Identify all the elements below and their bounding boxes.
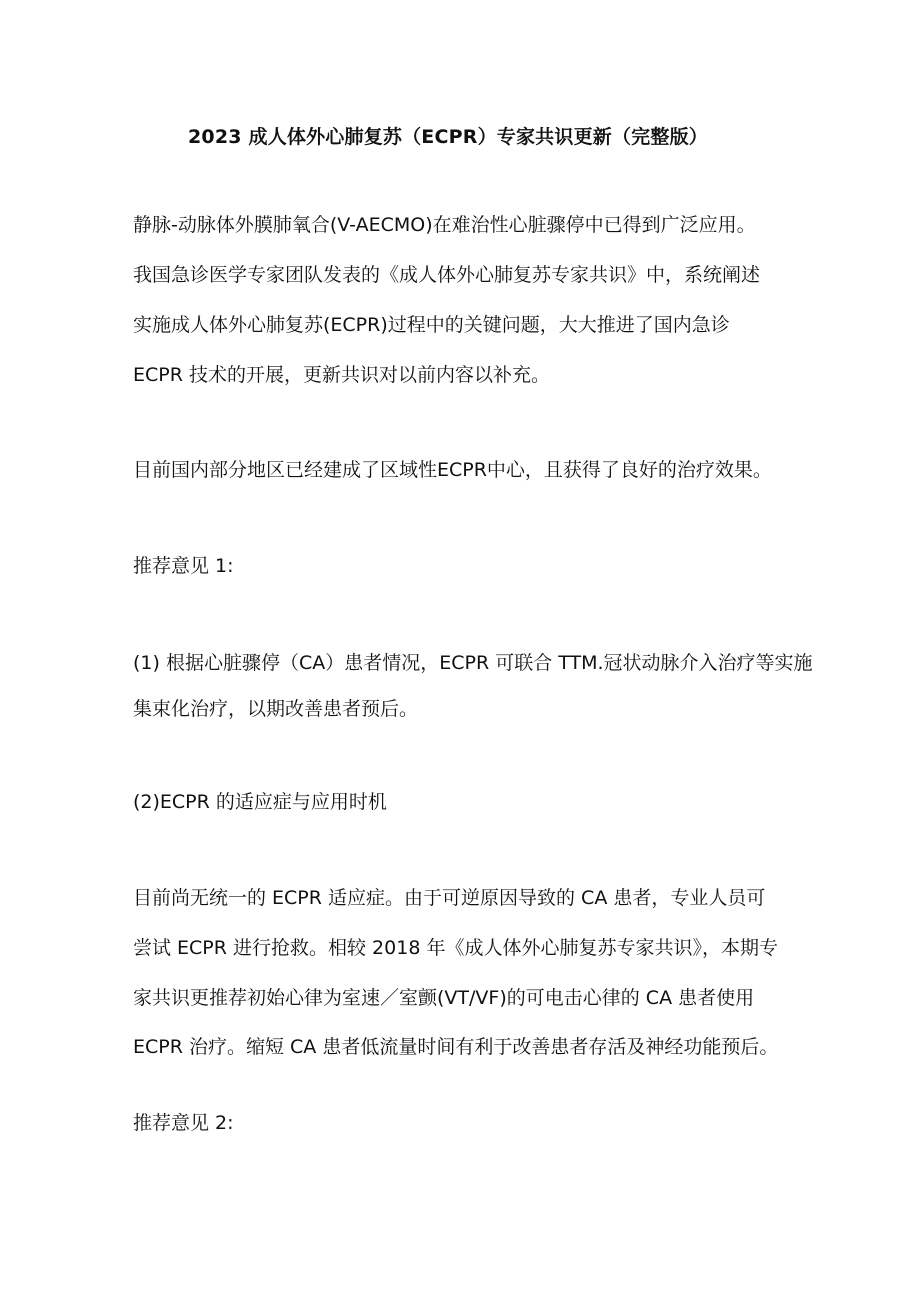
paragraph-3-line-1: 目前尚无统一的 ECPR 适应症。由于可逆原因导致的 CA 患者，专业人员可: [133, 887, 766, 909]
paragraph-1-line-3: 实施成人体外心肺复苏(ECPR)过程中的关键问题，大大推进了国内急诊: [133, 314, 730, 336]
recommendation-1-heading: 推荐意见 1:: [133, 555, 234, 577]
paragraph-1-line-1: 静脉-动脉体外膜肺氧合(V-AECMO)在难治性心脏骤停中已得到广泛应用。: [133, 214, 756, 236]
recommendation-1-line-2: 集束化治疗，以期改善患者预后。: [133, 698, 419, 720]
paragraph-2: 目前国内部分地区已经建成了区域性ECPR中心，且获得了良好的治疗效果。: [133, 459, 772, 481]
recommendation-1-line-1: (1) 根据心脏骤停（CA）患者情况，ECPR 可联合 TTM.冠状动脉介入治疗等实施: [133, 652, 813, 674]
subheading-2: (2)ECPR 的适应症与应用时机: [133, 791, 387, 813]
paragraph-3-line-2: 尝试 ECPR 进行抢救。相较 2018 年《成人体外心肺复苏专家共识》，本期专: [133, 937, 778, 959]
recommendation-2-heading: 推荐意见 2:: [133, 1112, 234, 1134]
paragraph-1-line-4: ECPR 技术的开展，更新共识对以前内容以补充。: [133, 364, 550, 386]
document-title: 2023 成人体外心肺复苏（ECPR）专家共识更新（完整版）: [188, 126, 708, 148]
paragraph-3-line-3: 家共识更推荐初始心律为室速／室颤(VT/VF)的可电击心律的 CA 患者使用: [133, 987, 755, 1009]
paragraph-3-line-4: ECPR 治疗。缩短 CA 患者低流量时间有利于改善患者存活及神经功能预后。: [133, 1036, 779, 1058]
paragraph-1-line-2: 我国急诊医学专家团队发表的《成人体外心肺复苏专家共识》中，系统阐述: [133, 264, 761, 286]
